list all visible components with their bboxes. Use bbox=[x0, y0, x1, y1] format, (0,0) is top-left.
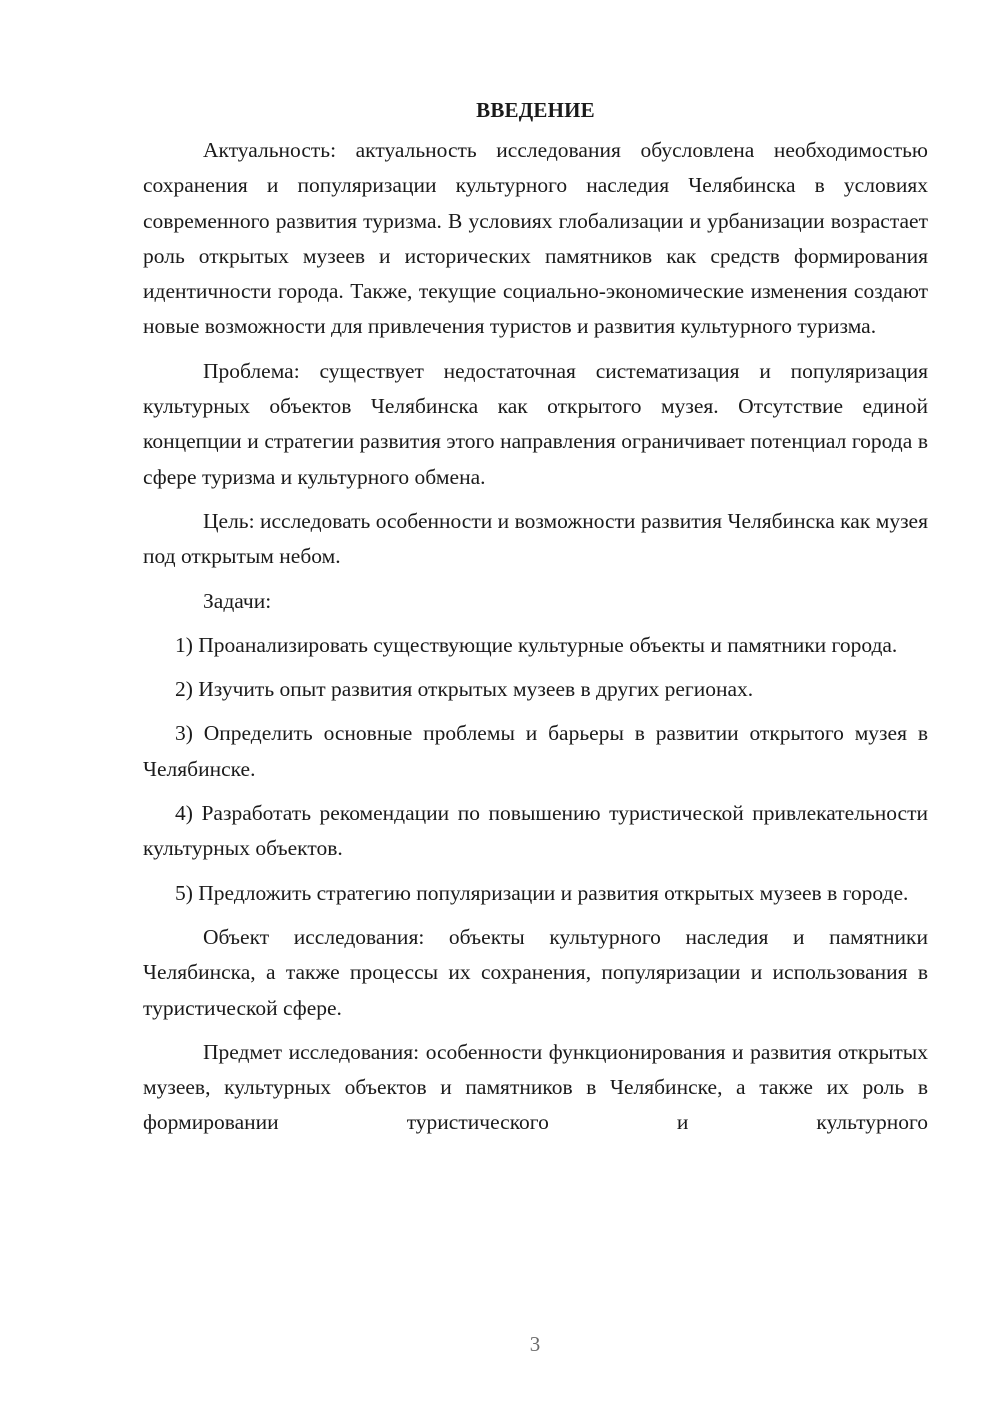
page-number: 3 bbox=[529, 1332, 541, 1356]
list-item: 1) Проанализировать существующие культурные объекты и памятники города. bbox=[175, 632, 898, 657]
tasks-list bbox=[143, 628, 928, 911]
problem-paragraph: Проблема: существует недостаточная систематизация и популяризация культурных объектов Челябинска как открытого музея. Отсутствие единой концепции и стратегии развития этого направления ограничивает потенциал города в сфере туризма и культурного обмена. bbox=[143, 358, 928, 489]
research-subject-paragraph: Предмет исследования: особенности функционирования и развития открытых музеев, культурных объектов и памятников в Челябинске, а также их роль в формировании туристического и культурного bbox=[143, 1039, 928, 1135]
list-item: 2) Изучить опыт развития открытых музеев в других регионах. bbox=[175, 677, 754, 702]
document-page bbox=[143, 96, 928, 1150]
goal-paragraph: Цель: исследовать особенности и возможности развития Челябинска как музея под открытым небом. bbox=[143, 508, 928, 569]
page-title: ВВЕДЕНИЕ bbox=[476, 98, 595, 122]
relevance-paragraph: Актуальность: актуальность исследования обусловлена необходимостью сохранения и популяризации культурного наследия Челябинска в условиях современного развития туризма. В условиях глобализации и урбанизации возрастает роль открытых музеев и исторических памятников как средств формирования идентичности города. Также, текущие социально-экономические изменения создают новые возможности для привлечения туристов и развития культурного туризма. bbox=[143, 138, 928, 339]
list-item: 5) Предложить стратегию популяризации и развития открытых музеев в городе. bbox=[175, 880, 909, 905]
research-object-paragraph: Объект исследования: объекты культурного наследия и памятники Челябинска, а также процессы их сохранения, популяризации и использования в туристической сфере. bbox=[143, 924, 928, 1020]
tasks-heading: Задачи: bbox=[203, 588, 272, 613]
list-item: 4) Разработать рекомендации по повышению туристической привлекательности культурных объектов. bbox=[143, 801, 928, 861]
list-item: 3) Определить основные проблемы и барьеры в развитии открытого музея в Челябинске. bbox=[143, 721, 928, 781]
